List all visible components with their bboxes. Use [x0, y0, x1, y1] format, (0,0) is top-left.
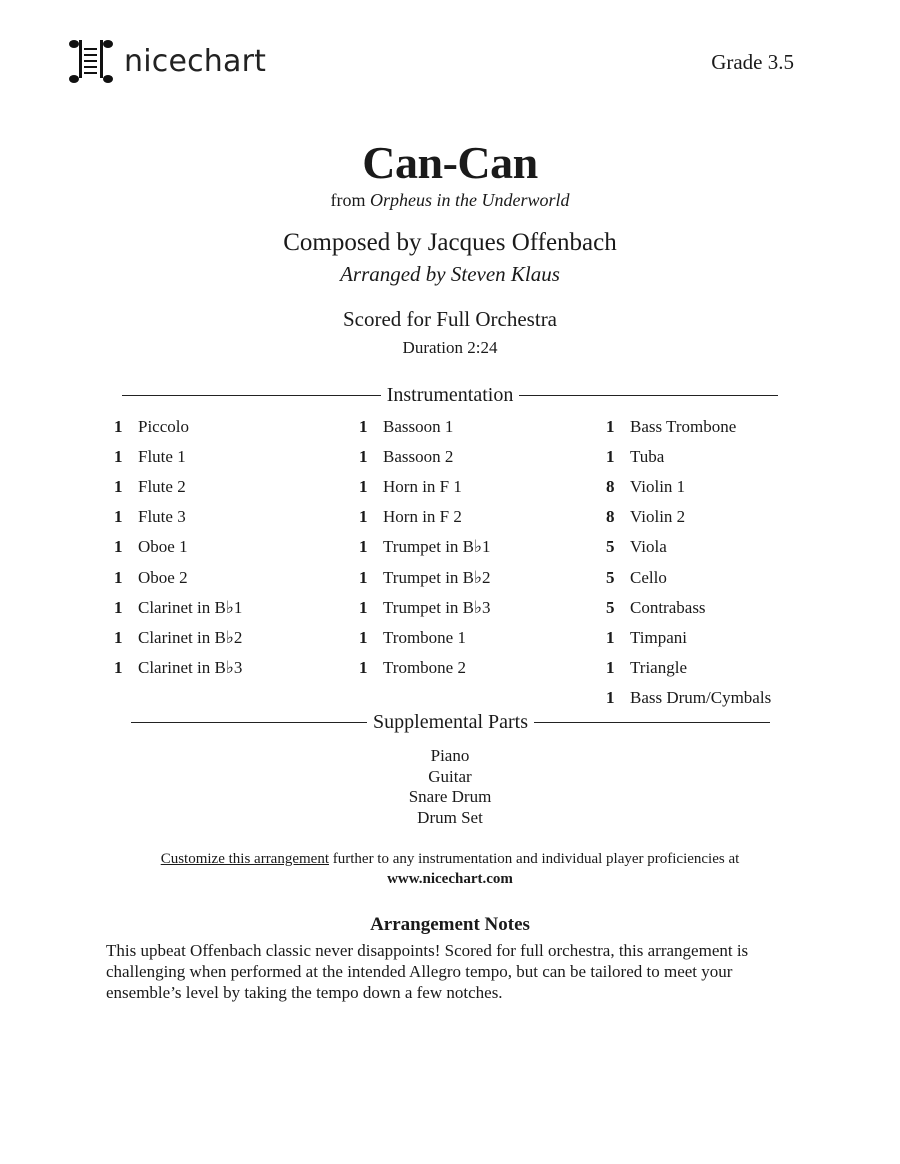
instrument-row	[606, 593, 771, 623]
instrument-quantity: 1	[114, 477, 123, 497]
instrument-name: Oboe 2	[138, 567, 188, 587]
instrument-row	[606, 472, 771, 502]
instrument-quantity: 1	[359, 507, 368, 527]
instrument-quantity: 8	[606, 507, 615, 527]
instrument-quantity: 1	[114, 627, 123, 647]
notes-heading: Arrangement Notes	[370, 914, 530, 935]
instrument-name: Bass Trombone	[630, 417, 737, 437]
instrument-row	[606, 412, 771, 442]
instrument-column-3	[606, 412, 771, 713]
instrument-name: Bassoon 1	[383, 417, 454, 437]
notes-body: This upbeat Offenbach classic never disappoints! Scored for full orchestra, this arrangement is challenging when performed at the intended Allegro tempo, but can be tailored to meet your ensemble’s level by taking the tempo down a few notches.	[106, 941, 749, 1002]
nicechart-logo	[66, 36, 266, 86]
piece-subtitle	[0, 190, 900, 211]
instrument-name: Triangle	[630, 657, 687, 677]
composer-line: Composed by Jacques Offenbach	[283, 229, 617, 256]
instrument-name: Bassoon 2	[383, 447, 454, 467]
instrument-row	[606, 683, 771, 713]
instrument-quantity: 1	[606, 417, 615, 437]
instrument-quantity: 1	[359, 567, 368, 587]
instrument-row	[359, 502, 491, 532]
instrument-name: Timpani	[630, 627, 688, 647]
instrument-row	[606, 442, 771, 472]
instrument-quantity: 1	[606, 627, 615, 647]
instrument-quantity: 5	[606, 567, 615, 587]
scored-for: Scored for Full Orchestra	[342, 307, 558, 331]
instrument-row	[114, 532, 242, 562]
instrument-quantity: 1	[114, 507, 123, 527]
supplemental-item: Guitar	[428, 766, 472, 786]
instrument-name: Trumpet in B♭2	[383, 567, 491, 587]
instrument-name: Trumpet in B♭1	[383, 537, 491, 557]
instrument-quantity: 1	[114, 567, 123, 587]
instrument-row	[606, 562, 771, 592]
instrument-row	[359, 412, 491, 442]
instrument-row	[606, 623, 771, 653]
instrument-quantity: 8	[606, 477, 615, 497]
supplemental-item: Piano	[430, 746, 470, 765]
instrument-name: Bass Drum/Cymbals	[630, 687, 772, 707]
supplemental-heading	[131, 711, 770, 734]
instrument-name: Trumpet in B♭3	[383, 597, 491, 617]
instrument-name: Horn in F 2	[383, 507, 462, 527]
instrument-row	[114, 442, 242, 472]
instrument-row	[359, 653, 491, 683]
instrument-row	[114, 593, 242, 623]
instrument-row	[359, 532, 491, 562]
instrument-column-2	[359, 412, 491, 683]
instrument-quantity: 1	[114, 657, 123, 677]
instrument-row	[359, 593, 491, 623]
instrument-quantity: 5	[606, 597, 615, 617]
instrument-quantity: 1	[114, 537, 123, 557]
supplemental-list	[0, 746, 900, 828]
instrument-row	[359, 623, 491, 653]
instrument-name: Flute 1	[138, 447, 186, 467]
supplemental-item: Drum Set	[417, 807, 483, 827]
nicechart-logo-icon	[66, 36, 116, 86]
instrument-row	[606, 532, 771, 562]
instrument-name: Flute 2	[138, 477, 186, 497]
instrument-row	[114, 623, 242, 653]
logo-text: nicechart	[124, 43, 267, 79]
instrument-quantity: 5	[606, 537, 615, 557]
instrument-name: Trombone 2	[383, 657, 466, 677]
instrument-name: Flute 3	[138, 507, 186, 527]
instrument-name: Trombone 1	[383, 627, 466, 647]
instrument-name: Tuba	[630, 447, 665, 467]
instrumentation-heading	[122, 384, 778, 407]
divider	[534, 722, 770, 723]
instrument-row	[114, 502, 242, 532]
instrument-name: Contrabass	[630, 597, 706, 617]
instrument-name: Violin 1	[630, 477, 686, 497]
instrument-quantity: 1	[359, 597, 368, 617]
instrument-row	[114, 562, 242, 592]
instrument-quantity: 1	[359, 657, 368, 677]
instrument-name: Clarinet in B♭1	[138, 597, 243, 617]
instrument-row	[114, 472, 242, 502]
instrument-name: Horn in F 1	[383, 477, 462, 497]
instrument-row	[359, 472, 491, 502]
customize-link[interactable]: Customize this arrangement	[160, 851, 329, 867]
duration: Duration 2:24	[402, 338, 498, 357]
grade-label: Grade 3.5	[711, 50, 794, 74]
instrument-row	[606, 653, 771, 683]
instrument-name: Viola	[630, 537, 667, 557]
arranger-line: Arranged by Steven Klaus	[340, 262, 560, 286]
instrument-name: Piccolo	[138, 417, 189, 437]
subtitle-work: Orpheus in the Underworld	[370, 190, 570, 210]
instrument-row	[114, 412, 242, 442]
instrument-quantity: 1	[359, 627, 368, 647]
website-link[interactable]: www.nicechart.com	[387, 871, 513, 887]
instrument-quantity: 1	[114, 417, 123, 437]
supplemental-item: Snare Drum	[408, 787, 492, 806]
instrument-quantity: 1	[114, 597, 123, 617]
instrument-quantity: 1	[606, 657, 615, 677]
instrument-name: Violin 2	[630, 507, 686, 527]
instrument-row	[114, 653, 242, 683]
instrument-quantity: 1	[359, 477, 368, 497]
instrument-quantity: 1	[359, 537, 368, 557]
customize-line	[0, 851, 900, 868]
piece-title: Can-Can	[362, 137, 538, 188]
instrument-quantity: 1	[359, 447, 368, 467]
instrument-column-1	[114, 412, 242, 683]
instrument-quantity: 1	[606, 687, 615, 707]
customize-text: further to any instrumentation and individual player proficiencies at	[329, 851, 740, 867]
divider	[131, 722, 367, 723]
divider	[122, 395, 381, 396]
instrument-name: Clarinet in B♭3	[138, 657, 243, 677]
instrument-name: Cello	[630, 567, 667, 587]
instrumentation-heading-label: Instrumentation	[386, 384, 514, 406]
instrument-row	[606, 502, 771, 532]
instrument-quantity: 1	[359, 417, 368, 437]
subtitle-prefix: from	[330, 190, 366, 210]
instrument-row	[359, 562, 491, 592]
supplemental-heading-label: Supplemental Parts	[373, 711, 528, 733]
divider	[519, 395, 778, 396]
instrument-name: Clarinet in B♭2	[138, 627, 243, 647]
instrument-quantity: 1	[114, 447, 123, 467]
instrument-row	[359, 442, 491, 472]
instrument-name: Oboe 1	[138, 537, 188, 557]
instrument-quantity: 1	[606, 447, 615, 467]
